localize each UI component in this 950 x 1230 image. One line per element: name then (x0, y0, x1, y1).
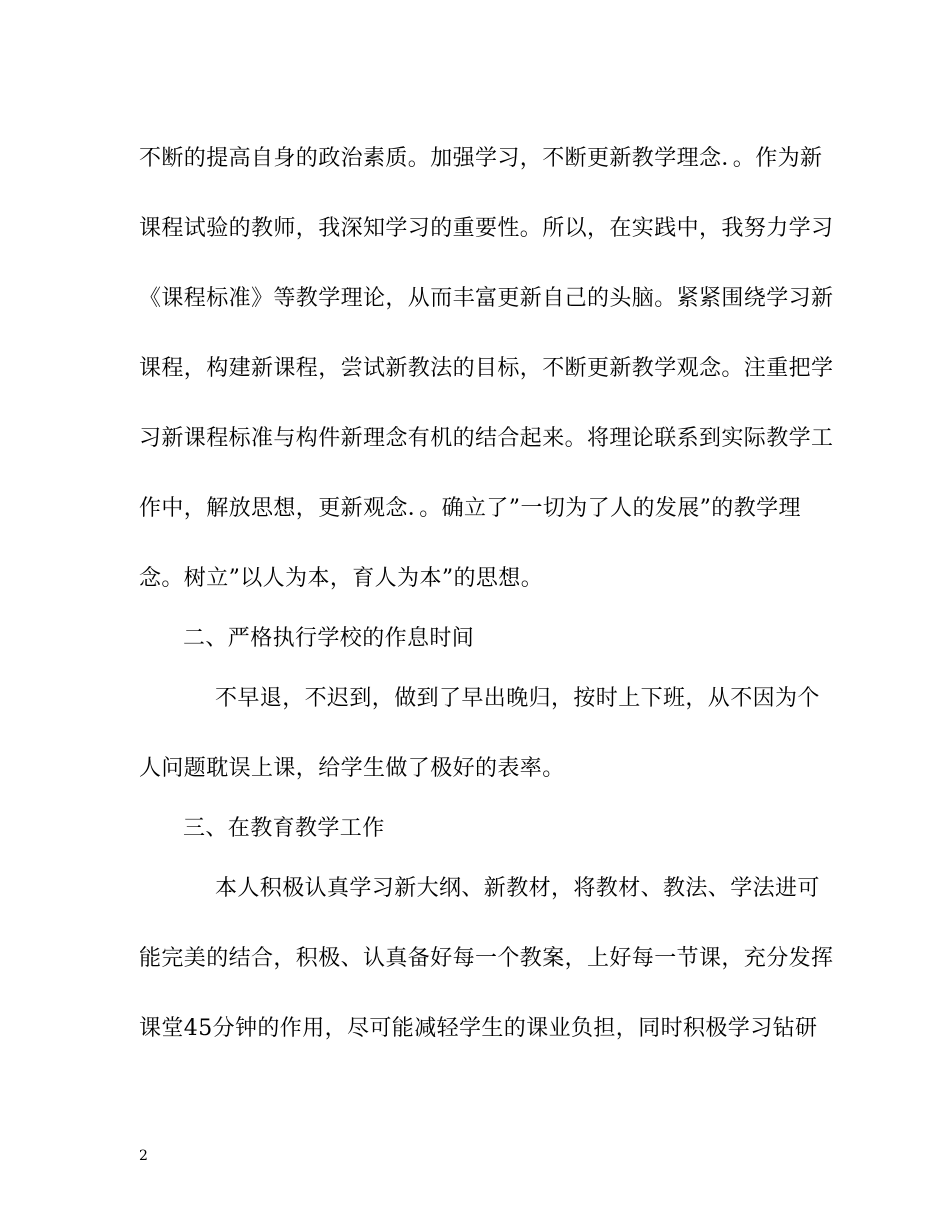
body-text-line: 课程试验的教师，我深知学习的重要性。所以，在实践中，我努力学习 (139, 216, 834, 241)
body-text-line: 不早退，不迟到，做到了早出晚归，按时上下班，从不因为个 (215, 686, 820, 711)
body-text-line: 习新课程标准与构件新理念有机的结合起来。将理论联系到实际教学工 (139, 426, 834, 451)
page-number: 2 (139, 1148, 148, 1164)
section-heading: 三、在教育教学工作 (183, 816, 385, 841)
section-heading: 二、严格执行学校的作息时间 (183, 626, 475, 651)
body-text-line: 作中，解放思想，更新观念．。确立了”一切为了人的发展”的教学理 (139, 496, 801, 521)
body-text-line: 能完美的结合，积极、认真备好每一个教案，上好每一节课，充分发挥 (139, 946, 834, 971)
body-text-line: 课堂45分钟的作用，尽可能减轻学生的课业负担，同时积极学习钻研 (139, 1016, 818, 1041)
body-text-line: 不断的提高自身的政治素质。加强学习，不断更新教学理念．。作为新 (139, 146, 823, 171)
body-text-line: 人问题耽误上课，给学生做了极好的表率。 (139, 756, 565, 781)
body-text-line: 课程，构建新课程，尝试新教法的目标，不断更新教学观念。注重把学 (139, 356, 834, 381)
body-text-line: 《课程标准》等教学理论，从而丰富更新自己的头脑。紧紧围绕学习新 (139, 286, 834, 311)
body-text-line: 念。树立”以人为本，育人为本”的思想。 (139, 566, 544, 591)
body-text-line: 本人积极认真学习新大纲、新教材，将教材、教法、学法进可 (215, 876, 820, 901)
